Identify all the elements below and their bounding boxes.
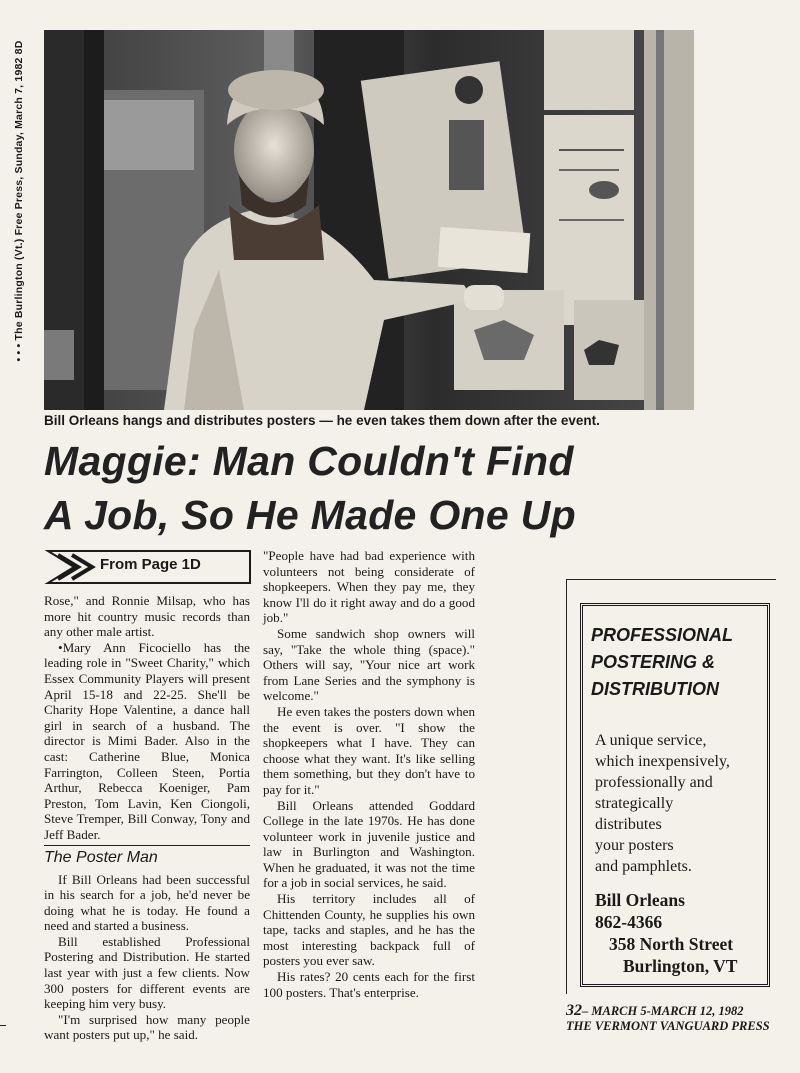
paragraph: •Mary Ann Ficociello has the leading role in "Sweet Charity," which Essex Community Players will present April 15-18 and 22-25. She'll be Charity Hope Valentine, a dance hall girl in search of a husband. The director is Mimi Bader. Also in the cast: Catherine Blue, Monica Farrington, Colleen Steen, Portia Arthur, Rebecca Koeniger, Pam Preston, Tom Lavin, Ken Ciongoli, Steve Tremper, Bill Conway, Tony and Jeff Bader. bbox=[44, 639, 250, 842]
ad-desc-line: strategically bbox=[595, 795, 674, 812]
headline-line-2: A Job, So He Made One Up bbox=[44, 492, 576, 538]
article-column-1 bbox=[44, 593, 250, 1043]
from-page-label: From Page 1D bbox=[100, 556, 201, 573]
sideline-text: • • • The Burlington (Vt.) Free Press, Sunday, March 7, 1982 8D bbox=[13, 40, 25, 362]
ad-street: 358 North Street bbox=[609, 934, 734, 954]
paragraph: "I'm surprised how many people want posters put up," he said. bbox=[44, 1011, 250, 1043]
photo-illustration bbox=[44, 30, 694, 410]
headline bbox=[44, 434, 774, 542]
ad-title-line: PROFESSIONAL bbox=[591, 625, 734, 645]
paragraph: He even takes the posters down when the event is over. "I show the shopkeepers what I have. They can choose what they want. It's like selling them something, but they don't have to pay for it." bbox=[263, 703, 475, 797]
article-column-2 bbox=[263, 548, 475, 1000]
paragraph: His rates? 20 cents each for the first 100 posters. That's enterprise. bbox=[263, 969, 475, 1000]
paragraph: Bill established Professional Postering and Distribution. He started last year with just a few clients. Now 300 posters for different events are keeping him very busy. bbox=[44, 933, 250, 1012]
photo-caption: Bill Orleans hangs and distributes posters — he even takes them down after the event. bbox=[44, 413, 600, 428]
article-photo bbox=[44, 30, 694, 410]
ad-name: Bill Orleans bbox=[595, 890, 685, 910]
footer-paper-name: THE VERMONT VANGUARD PRESS bbox=[566, 1019, 770, 1033]
ad-desc-line: professionally and bbox=[595, 774, 713, 791]
paragraph: His territory includes all of Chittenden County, he supplies his own tape, tacks and staples, and he has the most interesting backpack full of posters you ever saw. bbox=[263, 891, 475, 969]
footer-page-number: 32 bbox=[566, 1002, 582, 1019]
paragraph: Some sandwich shop owners will say, "Take the whole thing (space)." Others will say, "Your nice art work from Lane Series and the symphony is welcome." bbox=[263, 625, 475, 704]
from-page-banner bbox=[44, 548, 254, 586]
ad-title bbox=[591, 622, 766, 703]
ad-desc-line: distributes bbox=[595, 816, 662, 833]
paragraph: If Bill Orleans had been successful in his search for a job, he'd never be doing what he is today. He found a need and started a business. bbox=[44, 871, 250, 934]
paragraph: Rose," and Ronnie Milsap, who has more hit country music records than any other male artist. bbox=[44, 593, 250, 640]
ad-title-line: DISTRIBUTION bbox=[591, 679, 719, 699]
advertisement bbox=[580, 603, 770, 987]
ad-desc-line: your posters bbox=[595, 837, 674, 854]
ad-city: Burlington, VT bbox=[623, 956, 738, 976]
page-footer bbox=[566, 1003, 786, 1034]
subhead: The Poster Man bbox=[44, 845, 250, 868]
ad-description bbox=[595, 730, 765, 877]
headline-line-1: Maggie: Man Couldn't Find bbox=[44, 438, 574, 484]
margin-mark bbox=[0, 1025, 6, 1026]
paragraph: Bill Orleans attended Goddard College in the late 1970s. He has done volunteer work in juvenile justice and law in Burlington and Washington. When he graduated, it was not the time for a job in social services, he said. bbox=[263, 797, 475, 891]
ad-desc-line: and pamphlets. bbox=[595, 858, 692, 875]
ad-phone: 862-4366 bbox=[595, 912, 663, 932]
ad-desc-line: which inexpensively, bbox=[595, 753, 730, 770]
ad-desc-line: A unique service, bbox=[595, 732, 707, 749]
footer-dates: – MARCH 5-MARCH 12, 1982 bbox=[582, 1004, 744, 1018]
paragraph: "People have had bad experience with volunteers not being considerate of shopkeepers. When they pay me, they know I'll do it right away and do a good job." bbox=[263, 548, 475, 626]
ad-title-line: POSTERING & bbox=[591, 652, 716, 672]
ad-contact bbox=[595, 889, 765, 977]
newspaper-sideline bbox=[6, 36, 32, 366]
